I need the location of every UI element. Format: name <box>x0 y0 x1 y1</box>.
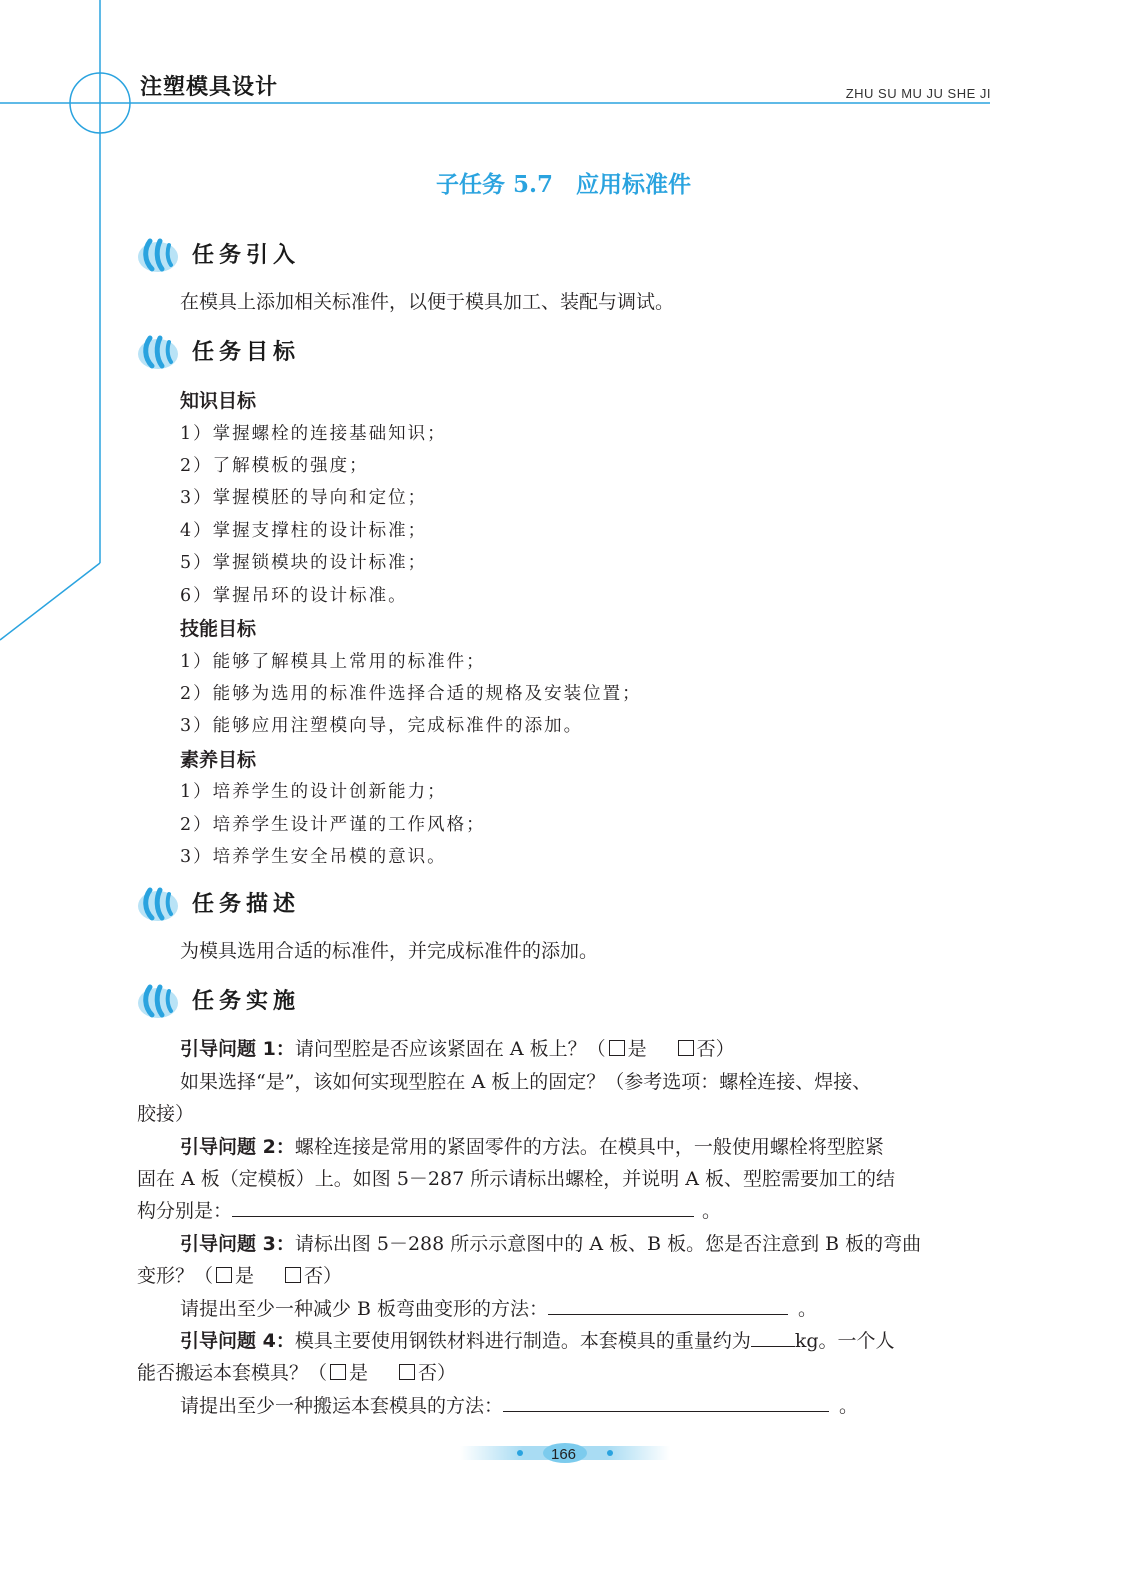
question-2-text-cont: 固在 A 板（定模板）上。如图 5－287 所示请标出螺栓，并说明 A 板、型腔需要加工的结 <box>137 1168 896 1190</box>
question-4-text-cont <box>137 1360 456 1386</box>
period: 。 <box>702 1200 722 1222</box>
subtask-title: 子任务 5.7 应用标准件 <box>435 171 692 198</box>
intro-text: 在模具上添加相关标准件，以便于模具加工、装配与调试。 <box>180 291 675 313</box>
list-item: 4）掌握支撑柱的设计标准； <box>180 521 428 541</box>
period: 。 <box>839 1395 859 1417</box>
skill-goals-title: 技能目标 <box>180 618 257 640</box>
section-heading-label: 任务描述 <box>192 892 301 917</box>
answer-blank[interactable] <box>503 1393 829 1412</box>
list-item: 3）能够应用注塑模向导，完成标准件的添加。 <box>180 716 584 736</box>
description-text: 为模具选用合适的标准件，并完成标准件的添加。 <box>180 940 599 962</box>
question-1-follow-up-cont: 胶接） <box>137 1103 195 1125</box>
section-icon <box>136 884 180 924</box>
question-4-follow-up <box>180 1393 858 1419</box>
list-item: 6）掌握吊环的设计标准。 <box>180 586 408 606</box>
question-4-unit: kg。一个人 <box>794 1330 895 1352</box>
option-yes-label: 是 <box>235 1265 255 1287</box>
knowledge-goals-title: 知识目标 <box>180 390 257 412</box>
list-item: 1）掌握螺栓的连接基础知识； <box>180 424 447 444</box>
section-heading-label: 任务引入 <box>192 243 301 268</box>
section-icon <box>136 981 180 1021</box>
question-3-follow-up <box>180 1296 817 1322</box>
list-item: 1）培养学生的设计创新能力； <box>180 782 447 802</box>
checkbox-no[interactable] <box>399 1364 415 1380</box>
question-4 <box>180 1328 895 1354</box>
checkbox-yes[interactable] <box>330 1364 346 1380</box>
section-heading-label: 任务目标 <box>192 340 301 365</box>
option-no-label: 否） <box>418 1362 457 1384</box>
answer-blank[interactable] <box>232 1198 694 1217</box>
question-2-answer-line <box>137 1198 721 1224</box>
list-item: 1）能够了解模具上常用的标准件； <box>180 652 486 672</box>
book-title-pinyin: ZHU SU MU JU SHE JI <box>845 86 991 101</box>
option-yes-label: 是 <box>349 1362 369 1384</box>
question-4-prompt: 请提出至少一种搬运本套模具的方法： <box>180 1395 504 1417</box>
question-3-text-cont <box>137 1263 342 1289</box>
list-item: 2）培养学生设计严谨的工作风格； <box>180 815 486 835</box>
list-item: 2）能够为选用的标准件选择合适的规格及安装位置； <box>180 684 642 704</box>
checkbox-yes[interactable] <box>216 1267 232 1283</box>
question-2-label: 引导问题 2： <box>180 1136 295 1158</box>
period: 。 <box>798 1298 818 1320</box>
question-3-text: 请标出图 5－288 所示示意图中的 A 板、B 板。您是否注意到 B 板的弯曲 <box>294 1233 922 1255</box>
question-3-label: 引导问题 3： <box>180 1233 295 1255</box>
question-1-label: 引导问题 1： <box>180 1038 295 1060</box>
section-icon <box>136 332 180 372</box>
section-heading-label: 任务实施 <box>192 989 301 1014</box>
question-2-prompt: 构分别是： <box>137 1200 233 1222</box>
section-icon <box>136 235 180 275</box>
question-2-text: 螺栓连接是常用的紧固零件的方法。在模具中，一般使用螺栓将型腔紧 <box>294 1136 884 1158</box>
question-1-follow-up: 如果选择“是”，该如何实现型腔在 A 板上的固定？（参考选项：螺栓连接、焊接、 <box>180 1071 872 1093</box>
answer-blank[interactable] <box>548 1296 788 1315</box>
option-no-label: 否） <box>696 1038 735 1060</box>
question-1 <box>180 1036 735 1062</box>
question-1-text: 请问型腔是否应该紧固在 A 板上？（ <box>294 1038 606 1060</box>
option-no-label: 否） <box>304 1265 343 1287</box>
question-3 <box>180 1231 921 1257</box>
book-title: 注塑模具设计 <box>140 75 279 100</box>
page-number: 166 <box>550 1446 577 1463</box>
question-3-prompt: 请提出至少一种减少 B 板弯曲变形的方法： <box>180 1298 549 1320</box>
option-yes-label: 是 <box>627 1038 647 1060</box>
question-4-text: 模具主要使用钢铁材料进行制造。本套模具的重量约为 <box>294 1330 751 1352</box>
list-item: 5）掌握锁模块的设计标准； <box>180 553 428 573</box>
list-item: 3）掌握模胚的导向和定位； <box>180 488 428 508</box>
question-3-text-b: 变形？（ <box>137 1265 214 1287</box>
checkbox-no[interactable] <box>678 1040 694 1056</box>
checkbox-yes[interactable] <box>609 1040 625 1056</box>
question-4-text-b: 能否搬运本套模具？（ <box>137 1362 328 1384</box>
list-item: 3）培养学生安全吊模的意识。 <box>180 847 447 867</box>
question-4-label: 引导问题 4： <box>180 1330 295 1352</box>
question-2 <box>180 1134 884 1160</box>
checkbox-no[interactable] <box>285 1267 301 1283</box>
quality-goals-title: 素养目标 <box>180 749 257 771</box>
list-item: 2）了解模板的强度； <box>180 456 369 476</box>
weight-blank[interactable] <box>751 1328 795 1347</box>
